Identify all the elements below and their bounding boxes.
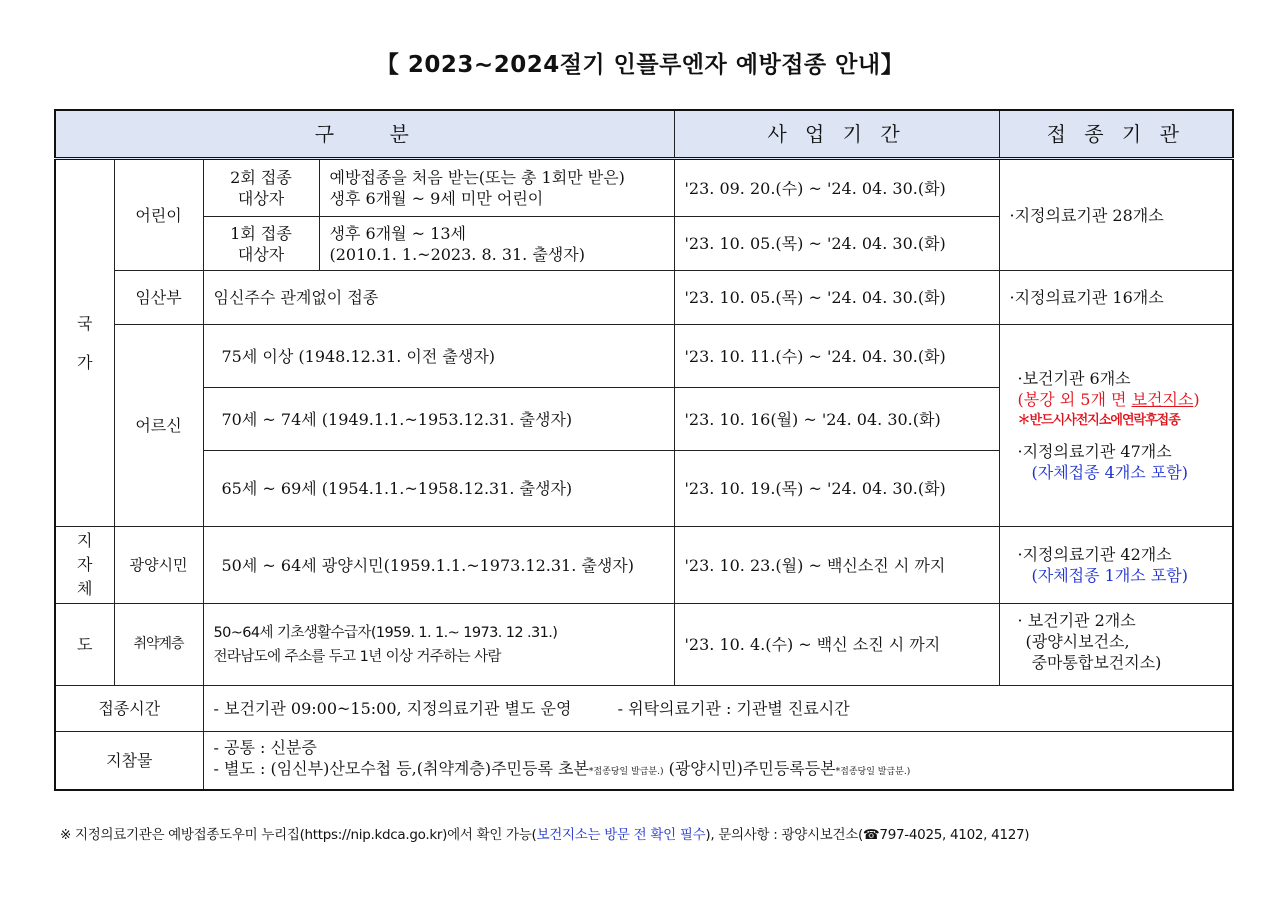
elderly-inst-4: ·지정의료기관 47개소	[1017, 442, 1172, 461]
table-row	[55, 271, 1233, 325]
header-period: 사 업 기 간	[674, 110, 999, 159]
elderly-period-70: '23. 10. 16(월) ~ '24. 04. 30.(화)	[674, 388, 999, 451]
table-row	[55, 159, 1233, 217]
province-desc-2: 전라남도에 주소를 두고 1년 이상 거주하는 사람	[213, 648, 501, 665]
one-dose-desc	[319, 217, 674, 271]
local-label-2: 자	[77, 555, 93, 574]
two-dose-desc-1: 예방접종을 처음 받는(또는 총 1회만 받은)	[329, 168, 625, 187]
items-label: 지참물	[55, 732, 203, 790]
elderly-inst-1: ·보건기관 6개소	[1017, 369, 1131, 388]
province-period: '23. 10. 4.(수) ~ 백신 소진 시 까지	[674, 604, 999, 686]
elderly-desc-70: 70세 ~ 74세 (1949.1.1.~1953.12.31. 출생자)	[203, 388, 674, 451]
table-row	[55, 732, 1233, 790]
footnote-suffix: ), 문의사항 : 광양시보건소(☎797-4025, 4102, 4127)	[705, 827, 1030, 843]
pregnant-institution: ·지정의료기관 16개소	[999, 271, 1233, 325]
elderly-desc-75: 75세 이상 (1948.12.31. 이전 출생자)	[203, 325, 674, 388]
header-category: 구 분	[55, 110, 674, 159]
one-dose-period: '23. 10. 05.(목) ~ '24. 04. 30.(화)	[674, 217, 999, 271]
items-line-2	[214, 758, 1233, 783]
province-sub: 취약계층	[114, 604, 203, 686]
local-institution	[999, 527, 1233, 604]
header-institution: 접 종 기 관	[999, 110, 1233, 159]
footnote	[60, 823, 1240, 843]
elderly-period-65: '23. 10. 19.(목) ~ '24. 04. 30.(화)	[674, 451, 999, 527]
vaccination-table	[54, 109, 1234, 791]
hours-label: 접종시간	[55, 686, 203, 732]
elderly-institution	[999, 325, 1233, 527]
elderly-inst-3: ＊반드시사전지소에연락후접종	[1017, 413, 1180, 428]
hours-text-1: - 보건기관 09:00~15:00, 지정의료기관 별도 운영	[213, 699, 572, 718]
two-dose-desc-2: 생후 6개월 ~ 9세 미만 어린이	[329, 189, 544, 208]
province-label: 도	[55, 604, 114, 686]
table-row	[55, 527, 1233, 604]
national-label-2: 가	[77, 353, 93, 372]
one-dose-target-1: 1회 접종	[230, 223, 292, 243]
footnote-highlight: 보건지소는 방문 전 확인 필수	[536, 827, 706, 843]
pregnant-label: 임산부	[114, 271, 203, 325]
pregnant-desc: 임신주수 관계없이 접종	[203, 271, 674, 325]
local-label-3: 체	[77, 579, 93, 598]
province-inst-1: · 보건기관 2개소	[1017, 611, 1136, 630]
local-sub: 광양시민	[114, 527, 203, 604]
elderly-inst-5: (자체접종 4개소 포함)	[1031, 463, 1188, 482]
two-dose-period: '23. 09. 20.(수) ~ '24. 04. 30.(화)	[674, 159, 999, 217]
province-inst-2: (광양시보건소,	[1025, 632, 1130, 651]
two-dose-target: 2회 접종 대상자	[203, 159, 319, 217]
national-label	[55, 159, 114, 527]
table-row	[55, 686, 1233, 732]
province-inst-3: 중마통합보건지소)	[1031, 653, 1162, 672]
one-dose-desc-1: 생후 6개월 ~ 13세	[329, 223, 466, 243]
children-label: 어린이	[114, 159, 203, 271]
elderly-label: 어르신	[114, 325, 203, 527]
table-row	[55, 325, 1233, 388]
elderly-desc-65: 65세 ~ 69세 (1954.1.1.~1958.12.31. 출생자)	[203, 451, 674, 527]
local-desc: 50세 ~ 64세 광양시민(1959.1.1.~1973.12.31. 출생자)	[203, 527, 674, 604]
items-text	[203, 732, 1233, 790]
province-desc-1: 50~64세 기초생활수급자(1959. 1. 1.~ 1973. 12 .31.)	[213, 624, 558, 641]
province-desc	[203, 604, 674, 686]
items-note-a: *접종당일 발급분.)	[588, 767, 664, 778]
elderly-inst-2-prefix: (봉강 외 5개 면	[1017, 390, 1132, 409]
one-dose-target-2: 대상자	[237, 244, 285, 264]
one-dose-desc-2: (2010.1. 1.~2023. 8. 31. 출생자)	[329, 244, 585, 264]
province-institution	[999, 604, 1233, 686]
local-inst-1: ·지정의료기관 42개소	[1017, 545, 1172, 564]
items-note-b: *접종당일 발급분.)	[835, 767, 911, 778]
elderly-period-75: '23. 10. 11.(수) ~ '24. 04. 30.(화)	[674, 325, 999, 388]
national-label-1: 국	[77, 314, 93, 333]
table-row	[55, 604, 1233, 686]
items-line-2-b: (광양시민)주민등록등본	[668, 759, 836, 779]
table-header-row	[55, 110, 1233, 159]
elderly-inst-2	[1010, 389, 1233, 410]
elderly-inst-2-suffix: )	[1193, 390, 1200, 409]
page-title: 【 2023~2024절기 인플루엔자 예방접종 안내】	[375, 52, 905, 78]
elderly-inst-2-underlined: 보건지소	[1131, 390, 1194, 409]
local-inst-2: (자체접종 1개소 포함)	[1031, 566, 1188, 585]
children-institution: ·지정의료기관 28개소	[999, 159, 1233, 271]
pregnant-period: '23. 10. 05.(목) ~ '24. 04. 30.(화)	[674, 271, 999, 325]
items-line-2-a: - 별도 : (임신부)산모수첩 등,(취약계층)주민등록 초본	[213, 759, 589, 779]
two-dose-desc	[319, 159, 674, 217]
footnote-prefix: ※ 지정의료기관은 예방접종도우미 누리집(https://nip.kdca.go.kr)에서 확인 가능(	[60, 827, 537, 843]
hours-text-2: - 위탁의료기관 : 기관별 진료시간	[617, 699, 850, 718]
local-label	[55, 527, 114, 604]
items-line-1: - 공통 : 신분증	[213, 738, 317, 758]
hours-text	[203, 686, 1233, 732]
local-period: '23. 10. 23.(월) ~ 백신소진 시 까지	[674, 527, 999, 604]
local-label-1: 지	[77, 531, 93, 550]
one-dose-target	[203, 217, 319, 271]
